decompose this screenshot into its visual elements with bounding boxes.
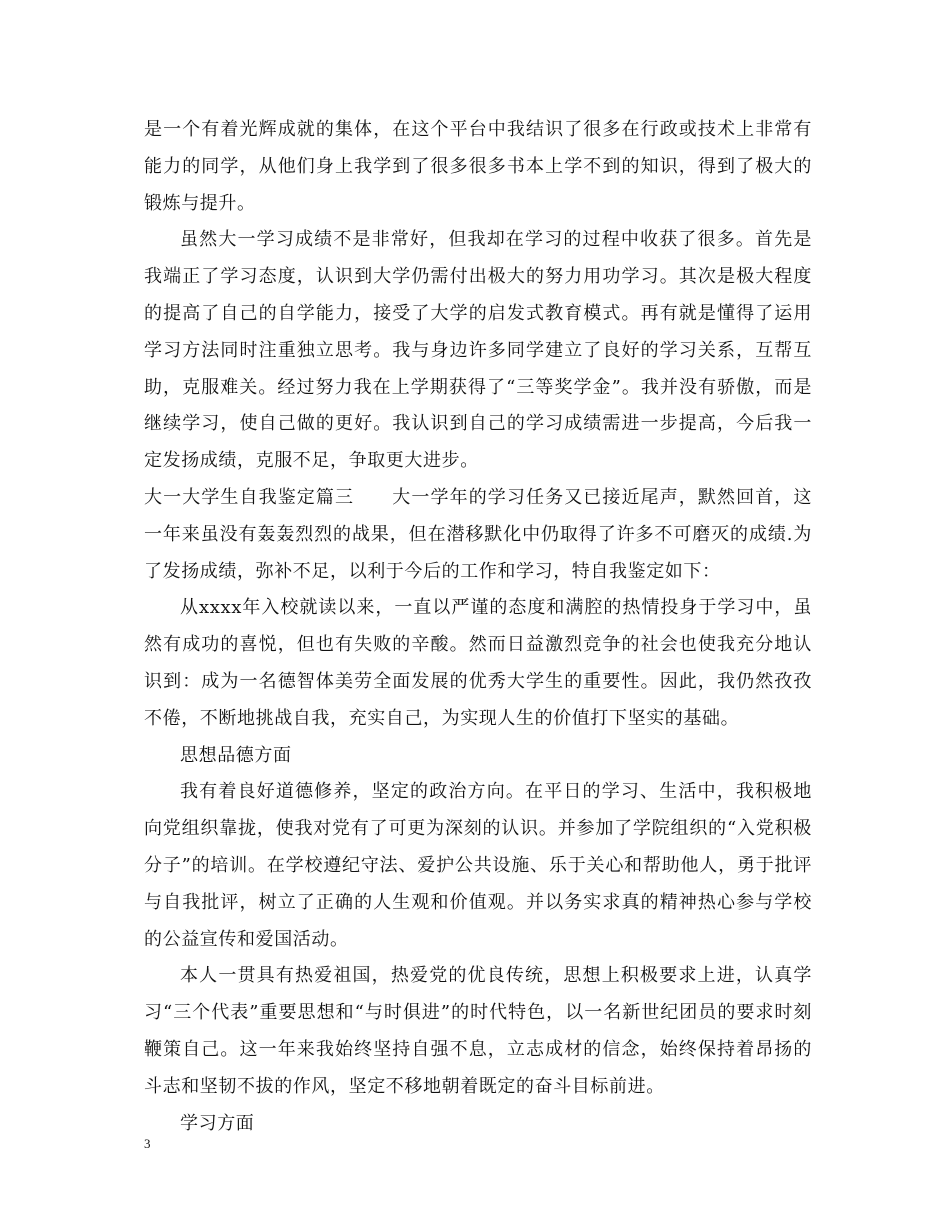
document-body <box>144 112 812 1142</box>
subheading-ideology-morality: 思想品德方面 <box>180 744 292 766</box>
paragraph-6: 我有着良好道德修养，坚定的政治方向。在平日的学习、生活中，我积极地向党组织靠拢，使我对党有了可更为深刻的认识。并参加了学院组织的“入党积极分子”的培训。在学校遵纪守法、爱护公共设施、乐于关心和帮助他人，勇于批评与自我批评，树立了正确的人生观和价值观。并以务实求真的精神热心参与学校的公益宣传和爱国活动。 <box>144 781 812 950</box>
paragraph-7: 本人一贯具有热爱祖国，热爱党的优良传统，思想上积极要求上进，认真学习“三个代表”重要思想和“与时俱进”的时代特色，以一名新世纪团员的要求时刻鞭策自己。这一年来我始终坚持自强不息，立志成材的信念，始终保持着昂扬的斗志和坚韧不拔的作风，坚定不移地朝着既定的奋斗目标前进。 <box>144 965 812 1097</box>
paragraph-2: 虽然大一学习成绩不是非常好，但我却在学习的过程中收获了很多。首先是我端正了学习态度，认识到大学仍需付出极大的努力用功学习。其次是极大程度的提高了自己的自学能力，接受了大学的启发式教育模式。再有就是懂得了运用学习方法同时注重独立思考。我与身边许多同学建立了良好的学习关系，互帮互助，克服难关。经过努力我在上学期获得了“三等奖学金”。我并没有骄傲，而是继续学习，使自己做的更好。我认识到自己的学习成绩需进一步提高，今后我一定发扬成绩，克服不足，争取更大进步。 <box>144 229 812 472</box>
paragraph-3-section-heading: 大一大学生自我鉴定篇三 大一学年的学习任务又已接近尾声，默然回首，这一年来虽没有轰轰烈烈的战果，但在潜移默化中仍取得了许多不可磨灭的成绩.为了发扬成绩，弥补不足，以利于今后的工作和学习，特自我鉴定如下： <box>144 486 812 582</box>
paragraph-1: 是一个有着光辉成就的集体，在这个平台中我结识了很多在行政或技术上非常有能力的同学，从他们身上我学到了很多很多书本上学不到的知识，得到了极大的锻炼与提升。 <box>144 119 812 214</box>
paragraph-4: 从xxxx年入校就读以来，一直以严谨的态度和满腔的热情投身于学习中，虽然有成功的喜悦，但也有失败的辛酸。然而日益激烈竞争的社会也使我充分地认识到：成为一名德智体美劳全面发展的优秀大学生的重要性。因此，我仍然孜孜不倦，不断地挑战自我，充实自己，为实现人生的价值打下坚实的基础。 <box>144 597 812 729</box>
subheading-study: 学习方面 <box>180 1112 255 1134</box>
page-number: 3 <box>144 1136 151 1151</box>
